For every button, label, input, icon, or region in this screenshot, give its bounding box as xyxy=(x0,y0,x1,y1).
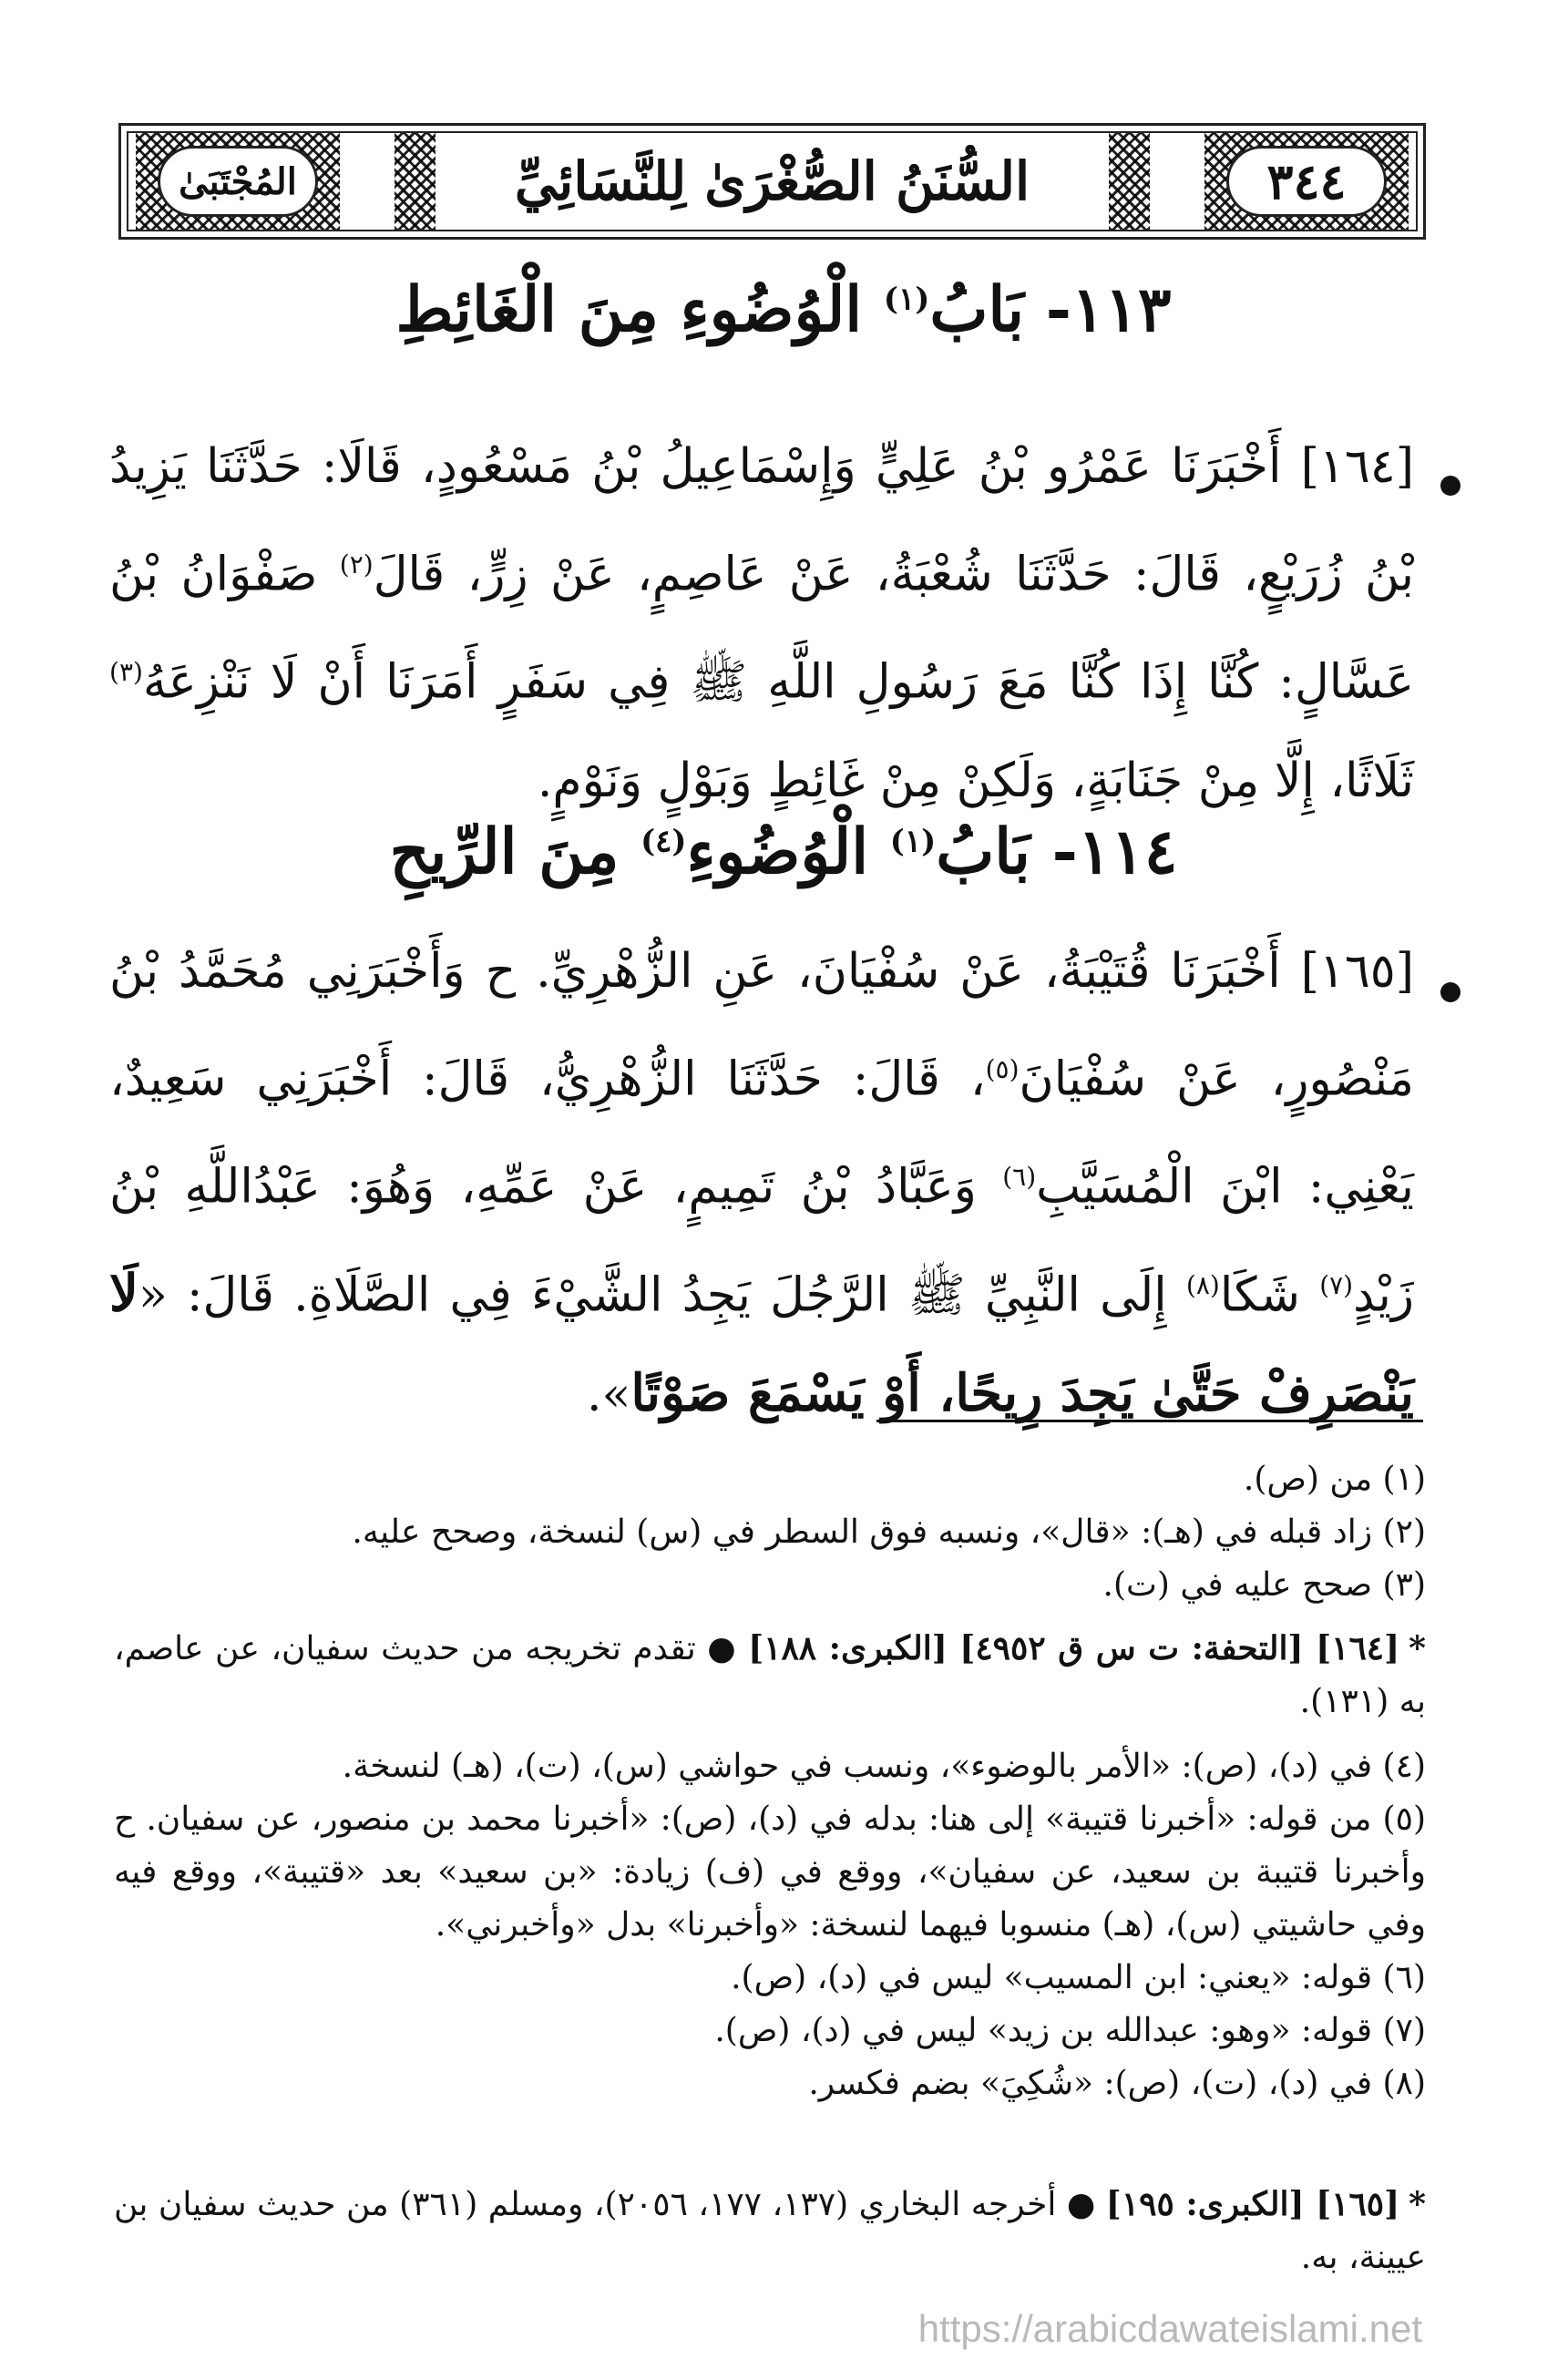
hadith-165 xyxy=(109,922,1414,1444)
footnote-marker: (١) xyxy=(883,281,930,318)
footnote-marker: (٤) xyxy=(641,823,687,860)
page-number: ٣٤٤ xyxy=(1226,146,1387,217)
takhrij-text: ● أخرجه البخاري (١٣٧، ١٧٧، ٢٠٥٦)، ومسلم (٣٦١) من حديث سفيان بن عيينة، به. xyxy=(114,2186,1426,2276)
footnote-separator xyxy=(876,1420,1423,1422)
footnote-marker: (٣) xyxy=(109,657,143,688)
chapter-number: ١١٣- xyxy=(1045,273,1172,346)
takhrij-text: ● تقدم تخريجه من حديث سفيان، عن عاصم، به (١٣١). xyxy=(114,1630,1426,1720)
chapter-title-part: الْوُضُوءِ مِنَ الْغَائِطِ xyxy=(395,273,863,346)
hadith-text: وَعَبَّادُ بْنُ تَمِيمٍ، عَنْ عَمِّهِ، وَهُوَ: عَبْدُاللَّهِ بْنُ زَيْدٍ xyxy=(109,1159,1414,1322)
footnote: (٨) في (د)، (ت)، (ص): «شُكِيَ» بضم فكسر. xyxy=(808,2065,1426,2102)
chapter-number: ١١٤- xyxy=(1051,816,1178,888)
watermark-url: https://arabicdawateislami.net xyxy=(917,2307,1422,2350)
takhrij-refs: [١٦٥] [الكبرى: ١٩٥] xyxy=(1105,2185,1400,2223)
hadith-bullet xyxy=(1440,982,1460,1002)
hadith-text: [١٦٥] أَخْبَرَنَا قُتَيْبَةُ، عَنْ سُفْيَانَ، عَنِ الزُّهْرِيِّ. ح وَأَخْبَرَنِي مُحَمَّدُ بْنُ مَنْصُورٍ، عَنْ سُفْيَانَ xyxy=(109,944,1414,1107)
footnote: (٤) في (د)، (ص): «الأمر بالوضوء»، ونسب في حواشي (س)، (ت)، (هـ) لنسخة. xyxy=(342,1748,1426,1785)
footnote: (١) من (ص). xyxy=(1243,1461,1426,1498)
takhrij-164 xyxy=(114,1622,1426,1729)
book-emblem: المُجْتَبَىٰ xyxy=(158,146,318,217)
prophetic-saying: لَا يَنْصَرِفْ حَتَّىٰ يَجِدَ رِيحًا، أَوْ يَسْمَعَ صَوْتًا xyxy=(109,1262,1414,1423)
footnote-marker: (٨) xyxy=(1185,1269,1220,1300)
hadith-text: ، قَالَ: حَدَّثَنَا الزُّهْرِيُّ، قَالَ: أَخْبَرَنِي سَعِيدٌ، يَعْنِي: ابْنَ الْمُسَيَّبِ xyxy=(109,1052,1414,1215)
hadith-164 xyxy=(109,417,1414,830)
footnote-marker: (٥) xyxy=(985,1054,1020,1084)
chapter-title-part: مِنَ الرِّيحِ xyxy=(389,816,620,888)
chapter-title-part: بَابُ xyxy=(936,816,1030,888)
footnote: (٦) قوله: «يعني: ابن المسيب» ليس في (د)، (ص). xyxy=(731,1959,1426,1996)
takhrij-refs: [١٦٤] [التحفة: ت س ق ٤٩٥٢] [الكبرى: ١٨٨] xyxy=(748,1629,1400,1667)
footnote-marker: (٧) xyxy=(1319,1269,1354,1300)
header-ornament-divider-left xyxy=(395,133,436,230)
hadith-text: [١٦٤] أَخْبَرَنَا عَمْرُو بْنُ عَلِيٍّ وَإِسْمَاعِيلُ بْنُ مَسْعُودٍ، قَالَا: حَدَّثَنَا يَزِيدُ بْنُ زُرَيْعٍ، قَالَ: حَدَّثَنَا شُعْبَةُ، عَنْ عَاصِمٍ، عَنْ زِرٍّ، قَالَ xyxy=(109,439,1415,602)
hadith-text: صَفْوَانُ بْنُ عَسَّالٍ: كُنَّا إِذَا كُنَّا مَعَ رَسُولِ اللَّهِ ﷺ فِي سَفَرٍ أَمَرَنَا أَنْ لَا نَنْزِعَهُ xyxy=(109,547,1414,710)
hadith-text: ثَلَاثًا، إِلَّا مِنْ جَنَابَةٍ، وَلَكِنْ مِنْ غَائِطٍ وَبَوْلٍ وَنَوْمٍ. xyxy=(537,753,1414,808)
footnote: (٢) زاد قبله في (هـ): «قال»، ونسبه فوق السطر في (س) لنسخة، وصحح عليه. xyxy=(352,1513,1426,1551)
footnote: (٧) قوله: «وهو: عبدالله بن زيد» ليس في (د)، (ص). xyxy=(714,2012,1426,2049)
chapter-113-heading xyxy=(109,273,1458,346)
chapter-114-heading xyxy=(109,816,1458,888)
header-ornament-divider-right xyxy=(1109,133,1150,230)
footnotes-block-1 xyxy=(114,1453,1426,1612)
hadith-text: إِلَى النَّبِيِّ ﷺ الرَّجُلَ يَجِدُ الشَّيْءَ فِي الصَّلَاةِ. قَالَ: « xyxy=(138,1267,1167,1322)
takhrij-165 xyxy=(114,2178,1426,2284)
star-marker: * xyxy=(1409,2185,1426,2223)
hadith-text: شَكَا xyxy=(1219,1267,1300,1322)
footnote-marker: (١) xyxy=(889,823,937,860)
footnote: (٥) من قوله: «أخبرنا قتيبة» إلى هنا: بدله في (د)، (ص): «أخبرنا محمد بن منصور، عن سفيان. ح وأخبرنا قتيبة بن سعيد، عن سفيان»، ووقع في (ف) زيادة: «بن سعيد» بعد «قتيبة»، ووقع فيه وفي حاشيتي (س)، (هـ) منسوبا فيهما لنسخة: «وأخبرنا» بدل «وأخبرني». xyxy=(114,1800,1426,1944)
chapter-title-part: الْوُضُوءِ xyxy=(686,816,869,888)
footnotes-block-2 xyxy=(114,1740,1426,2110)
page-header xyxy=(118,123,1426,240)
footnote-marker: (٢) xyxy=(339,549,374,580)
hadith-text: ». xyxy=(586,1367,631,1422)
hadith-bullet xyxy=(1440,476,1460,496)
running-title: السُّنَنُ الصُّغْرَىٰ لِلنَّسَائِيِّ xyxy=(514,150,1030,212)
footnote-marker: (٦) xyxy=(1002,1162,1037,1193)
chapter-title-part: بَابُ xyxy=(929,273,1025,346)
footnote: (٣) صحح عليه في (ت). xyxy=(1102,1566,1426,1604)
star-marker: * xyxy=(1409,1629,1426,1667)
